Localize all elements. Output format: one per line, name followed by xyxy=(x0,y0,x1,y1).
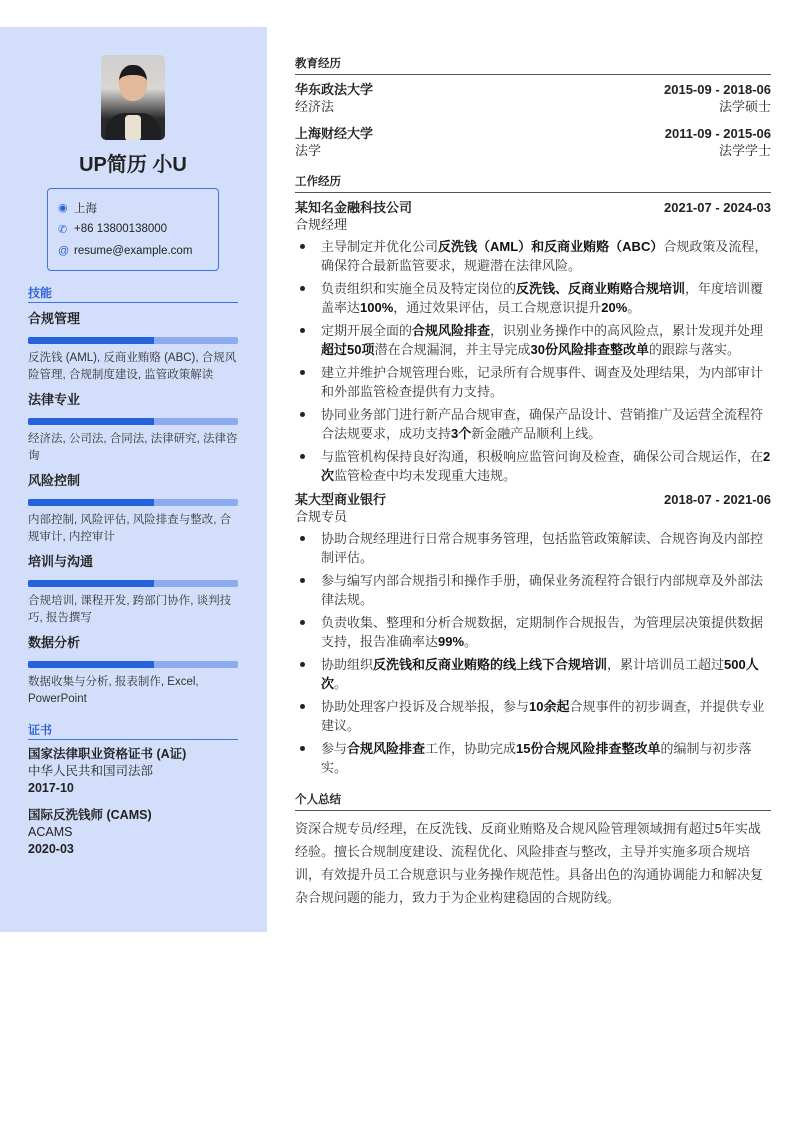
bullet-text: 15份合规风险排查整改单 xyxy=(516,741,661,756)
skill-name: 数据分析 xyxy=(28,634,81,650)
skill-level-fill xyxy=(28,418,154,425)
cert-name: 国家法律职业资格证书 (A证) xyxy=(28,746,187,761)
major: 经济法 xyxy=(295,99,335,114)
education-item xyxy=(295,125,771,159)
bullet-text: 负责收集、整理和分析合规数据，定期制作合规报告，为管理层决策提供数据支持，报告准确率达 xyxy=(321,615,764,649)
bullet-text: 99% xyxy=(438,634,465,649)
work-heading: 工作经历 xyxy=(295,173,771,193)
work-bullet xyxy=(295,697,771,735)
bullet-text: 协助处理客户投诉及合规举报，参与 xyxy=(321,699,530,714)
skill-desc: 数据收集与分析, 报表制作, Excel, PowerPoint xyxy=(28,675,199,705)
work-bullets xyxy=(295,237,771,485)
school: 上海财经大学 xyxy=(295,126,374,141)
skill-level-bar xyxy=(28,499,238,506)
bullet-text: 与监管机构保持良好沟通，积极响应监管问询及检查，确保公司合规运作，在 xyxy=(321,449,764,464)
skill-level-bar xyxy=(28,661,238,668)
bullet-text: 工作，协助完成 xyxy=(425,741,517,756)
skills-list xyxy=(28,303,238,708)
work-item xyxy=(295,199,771,485)
skill-level-bar xyxy=(28,580,238,587)
certs-heading: 证书 xyxy=(28,722,238,740)
work-bullet xyxy=(295,321,771,359)
bullet-text: 30份风险排查整改单 xyxy=(530,342,649,357)
summary-text: 资深合规专员/经理，在反洗钱、反商业贿赂及合规风险管理领域拥有超过5年实战经验。擅长合规制度建设、流程优化、风险排查与整改，主导并实施多项合规培训，有效提升员工合规意识与业务操作规范性。具备出色的沟通协调能力和解决复杂合规问题的能力，致力于为企业构建稳固的合规防线。 xyxy=(295,821,764,905)
skill-item xyxy=(28,309,238,384)
bullet-text: 合规政策及流程，确保符合最新监管要求，规避潜在法律风险。 xyxy=(321,239,768,273)
work-bullet xyxy=(295,571,771,609)
skill-level-fill xyxy=(28,337,154,344)
summary-heading: 个人总结 xyxy=(295,791,771,811)
degree: 法学学士 xyxy=(718,143,771,158)
degree: 法学硕士 xyxy=(718,99,771,114)
bullet-text: 。 xyxy=(627,300,641,315)
email-icon: @ xyxy=(58,244,70,257)
bullet-text: 协助合规经理进行日常合规事务管理，包括监管政策解读、合规咨询及内部控制评估。 xyxy=(321,531,764,565)
location-icon: ◉ xyxy=(58,202,68,215)
cert-date: 2017-10 xyxy=(28,780,74,795)
profile-photo xyxy=(101,55,165,140)
bullet-text: ，通过效果评估，员工合规意识提升 xyxy=(393,300,602,315)
bullet-text: 。 xyxy=(464,634,478,649)
bullet-text: 反洗钱和反商业贿赂的线上线下合规培训 xyxy=(373,657,608,672)
bullet-text: 新金融产品顺利上线。 xyxy=(471,426,602,441)
work-bullet xyxy=(295,739,771,777)
main-content xyxy=(295,55,771,909)
bullet-text: 监管检查中均未发现重大违规。 xyxy=(334,468,517,483)
education-item xyxy=(295,81,771,115)
certs-list xyxy=(28,740,238,858)
bullet-text: 的跟踪与落实。 xyxy=(648,342,740,357)
cert-name: 国际反洗钱师 (CAMS) xyxy=(28,807,152,822)
bullet-text: 合规风险排查 xyxy=(412,323,491,338)
bullet-text: ，累计培训员工超过 xyxy=(607,657,725,672)
bullet-text: 20% xyxy=(601,300,628,315)
bullet-text: 协助组织 xyxy=(321,657,374,672)
skill-desc: 合规培训, 课程开发, 跨部门协作, 谈判技巧, 报告撰写 xyxy=(28,594,232,624)
work-dates: 2018-07 - 2021-06 xyxy=(664,492,771,507)
cert-date: 2020-03 xyxy=(28,841,74,856)
contact-box xyxy=(47,188,219,271)
bullet-text: 建立并维护合规管理台账，记录所有合规事件、调查及处理结果，为内部审计和外部监管检查提供有力支持。 xyxy=(321,365,764,399)
bullet-text: 潜在合规漏洞，并主导完成 xyxy=(374,342,531,357)
phone-icon: ✆ xyxy=(58,223,68,236)
bullet-text: 参与 xyxy=(321,741,348,756)
work-bullet xyxy=(295,405,771,443)
work-bullet xyxy=(295,363,771,401)
work-bullet xyxy=(295,237,771,275)
bullet-text: ，年度培训覆盖率达 xyxy=(321,281,764,315)
company: 某知名金融科技公司 xyxy=(295,200,413,215)
bullet-text: ，识别业务操作中的高风险点，累计发现并处理 xyxy=(490,323,764,338)
sidebar xyxy=(0,27,267,932)
skill-name: 法律专业 xyxy=(28,391,81,407)
skill-level-fill xyxy=(28,580,154,587)
bullet-text: 定期开展全面的 xyxy=(321,323,413,338)
work-bullet xyxy=(295,613,771,651)
bullet-text: 主导制定并优化公司 xyxy=(321,239,439,254)
edu-dates: 2011-09 - 2015-06 xyxy=(664,126,771,141)
work-bullet xyxy=(295,279,771,317)
bullet-text: 500人次 xyxy=(321,657,759,691)
cert-item xyxy=(28,746,248,797)
company: 某大型商业银行 xyxy=(295,492,387,507)
location: 上海 xyxy=(74,202,97,215)
phone: +86 13800138000 xyxy=(74,223,168,236)
candidate-name: UP简历 小U xyxy=(79,154,187,176)
major: 法学 xyxy=(295,143,322,158)
bullet-text: 。 xyxy=(334,676,348,691)
work-bullets xyxy=(295,529,771,777)
skill-name: 合规管理 xyxy=(28,310,81,326)
role: 合规专员 xyxy=(295,509,348,524)
bullet-text: 协同业务部门进行新产品合规审查，确保产品设计、营销推广及运营全流程符合法规要求，成功支持 xyxy=(321,407,764,441)
bullet-text: 反洗钱（AML）和反商业贿赂（ABC） xyxy=(438,239,664,254)
work-bullet xyxy=(295,447,771,485)
edu-dates: 2015-09 - 2018-06 xyxy=(664,82,771,97)
bullet-text: 100% xyxy=(360,300,394,315)
school: 华东政法大学 xyxy=(295,82,374,97)
work-item xyxy=(295,491,771,777)
skill-name: 风险控制 xyxy=(28,472,81,488)
cert-issuer: 中华人民共和国司法部 xyxy=(28,763,154,778)
skill-item xyxy=(28,471,238,546)
skill-name: 培训与沟通 xyxy=(28,553,94,569)
skill-level-bar xyxy=(28,418,238,425)
skill-desc: 内部控制, 风险评估, 风险排查与整改, 合规审计, 内控审计 xyxy=(28,513,232,543)
skill-item xyxy=(28,633,238,708)
cert-issuer: ACAMS xyxy=(28,824,73,839)
work-dates: 2021-07 - 2024-03 xyxy=(664,200,771,215)
skill-item xyxy=(28,552,238,627)
cert-item xyxy=(28,807,248,858)
skill-desc: 经济法, 公司法, 合同法, 法律研究, 法律咨询 xyxy=(28,432,238,462)
bullet-text: 的编制与初步落实。 xyxy=(321,741,752,775)
bullet-text: 超过50项 xyxy=(321,342,375,357)
bullet-text: 反洗钱、反商业贿赂合规培训 xyxy=(516,281,686,296)
bullet-text: 合规事件的初步调查，并提供专业建议。 xyxy=(321,699,765,733)
bullet-text: 合规风险排查 xyxy=(347,741,426,756)
skill-level-fill xyxy=(28,499,154,506)
bullet-text: 参与编写内部合规指引和操作手册，确保业务流程符合银行内部规章及外部法律法规。 xyxy=(321,573,764,607)
email: resume@example.com xyxy=(74,244,193,257)
work-bullet xyxy=(295,655,771,693)
education-heading: 教育经历 xyxy=(295,55,771,75)
work-bullet xyxy=(295,529,771,567)
bullet-text: 2次 xyxy=(321,449,771,483)
bullet-text: 10余起 xyxy=(529,699,570,714)
skill-item xyxy=(28,390,238,465)
bullet-text: 负责组织和实施全员及特定岗位的 xyxy=(321,281,517,296)
bullet-text: 3个 xyxy=(451,426,472,441)
role: 合规经理 xyxy=(295,217,348,232)
skill-desc: 反洗钱 (AML), 反商业贿赂 (ABC), 合规风险管理, 合规制度建设, 监管政策解读 xyxy=(28,351,237,381)
skill-level-bar xyxy=(28,337,238,344)
skill-level-fill xyxy=(28,661,154,668)
skills-heading: 技能 xyxy=(28,285,238,303)
